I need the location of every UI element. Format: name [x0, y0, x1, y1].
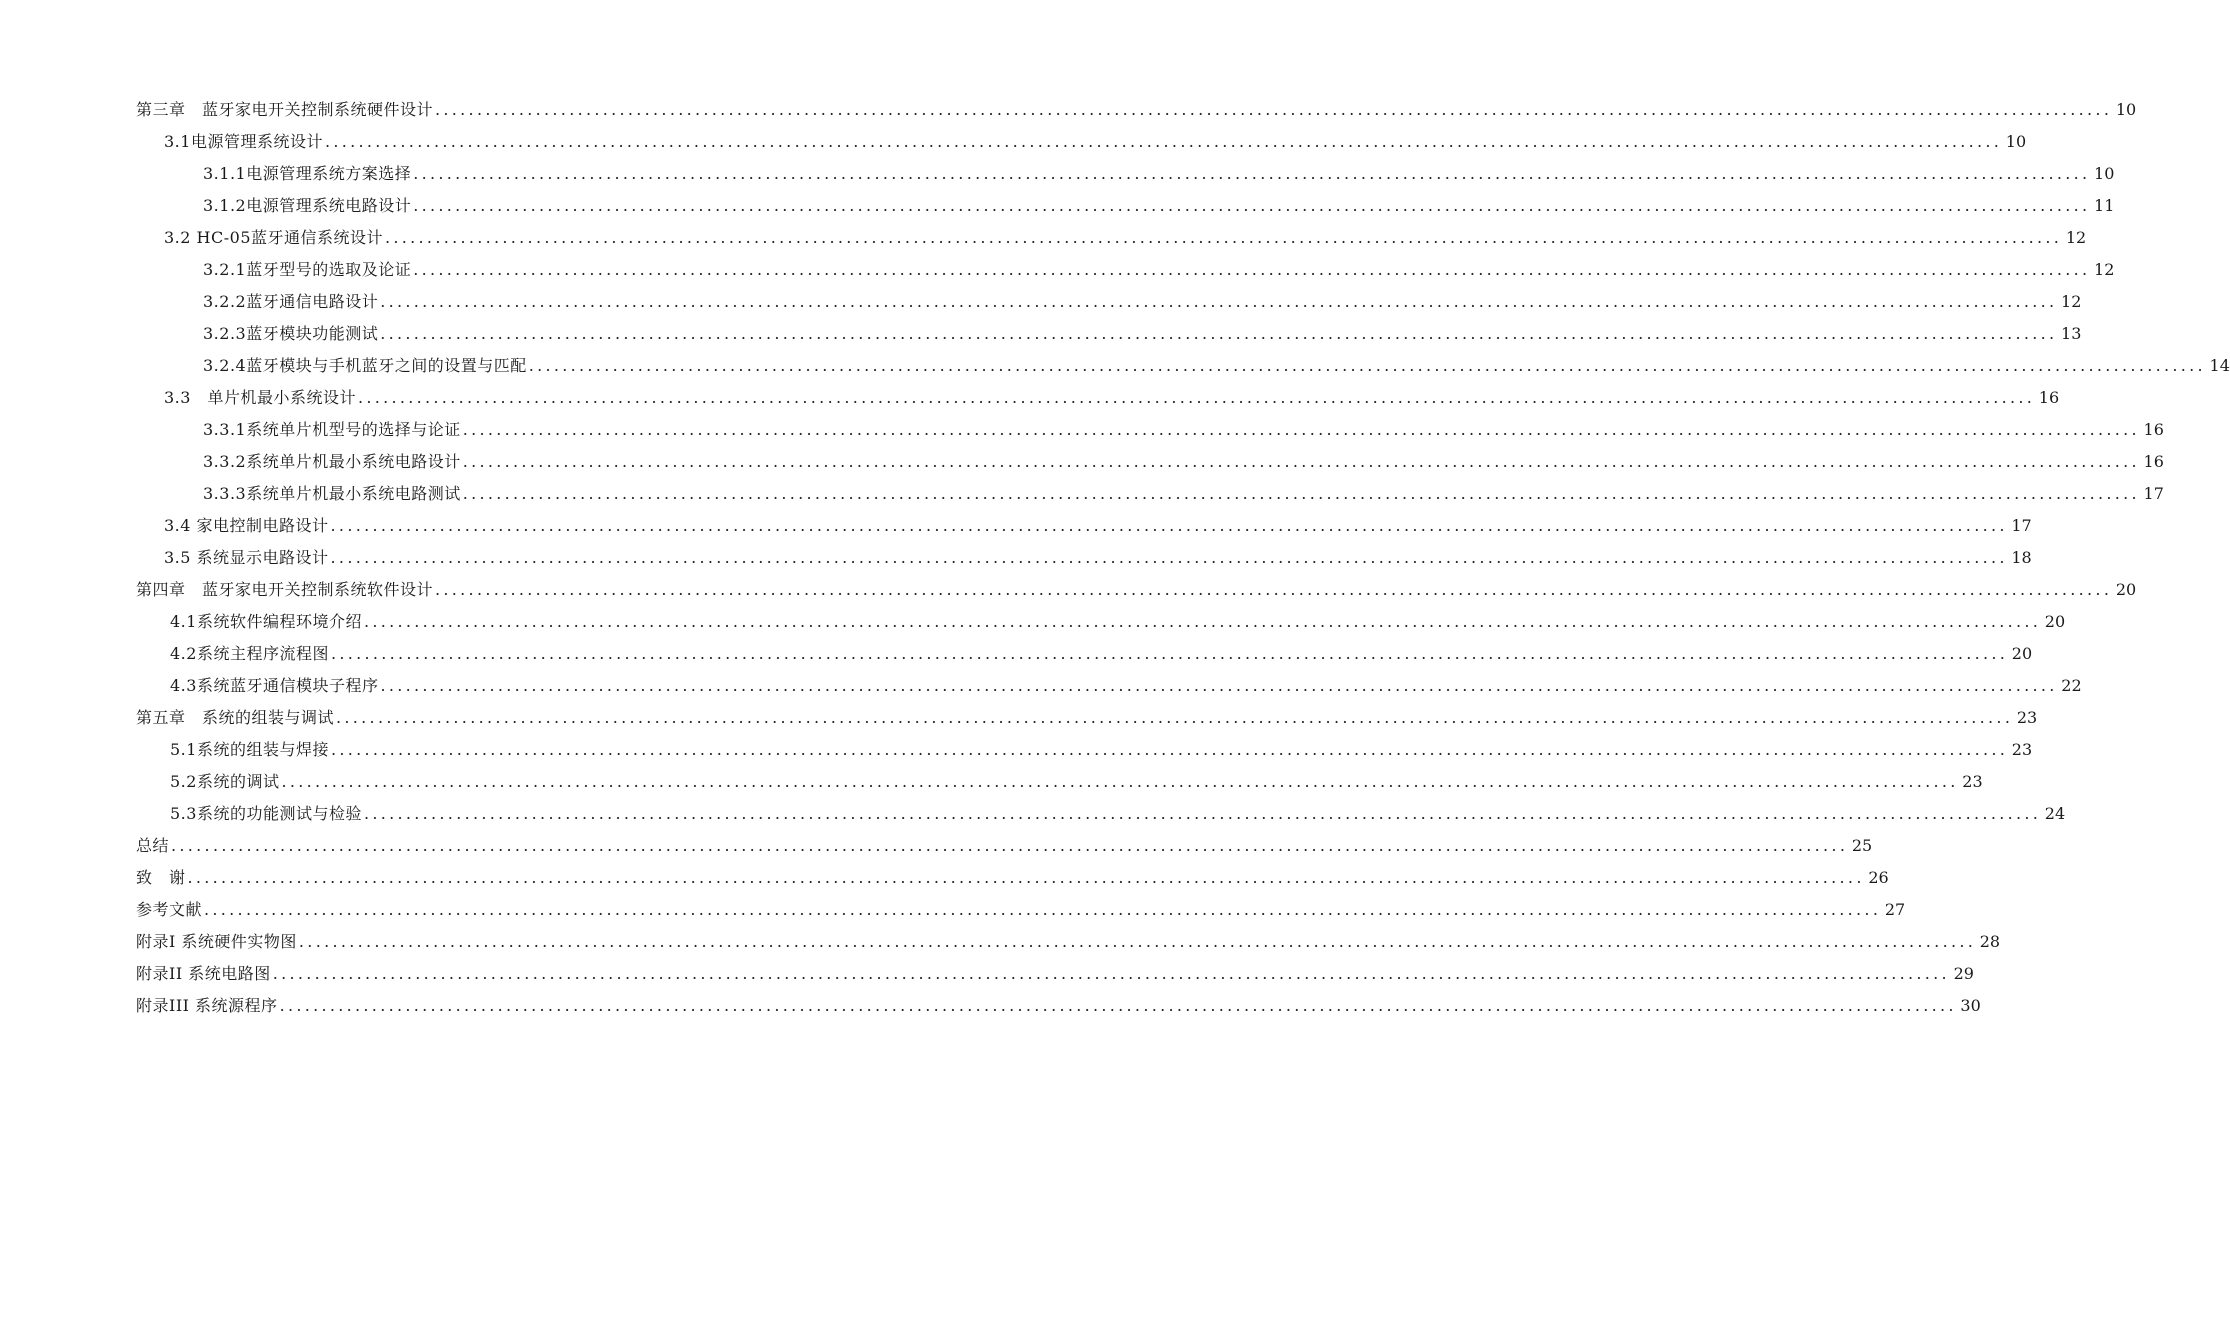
- toc-entry-page-number: 23: [2016, 708, 2038, 727]
- dot-leader: ........................................................................................................................................................................................................: [380, 324, 2058, 343]
- toc-entry-title: 附录II 系统电路图: [136, 964, 271, 983]
- toc-entry-page-number: 16: [2038, 388, 2060, 407]
- toc-entry-title: 第四章 蓝牙家电开关控制系统软件设计: [136, 580, 434, 599]
- toc-entry-page-number: 28: [1979, 932, 2001, 951]
- toc-entry-page-number: 29: [1953, 964, 1974, 983]
- toc-entry-title: 4.2系统主程序流程图: [170, 644, 329, 663]
- toc-entry-page-number: 12: [2065, 228, 2087, 247]
- toc-entry-page-number: 17: [2143, 484, 2164, 503]
- dot-leader: ........................................................................................................................................................................................................: [413, 164, 2091, 183]
- toc-entry[interactable]: [136, 926, 2001, 958]
- dot-leader: ........................................................................................................................................................................................................: [380, 292, 2058, 311]
- dot-leader: ........................................................................................................................................................................................................: [435, 580, 2113, 599]
- toc-entry-title: 第三章 蓝牙家电开关控制系统硬件设计: [136, 100, 434, 119]
- toc-entry-page-number: 25: [1851, 836, 1873, 855]
- toc-entry-title: 3.2.4蓝牙模块与手机蓝牙之间的设置与匹配: [203, 356, 527, 375]
- dot-leader: ........................................................................................................................................................................................................: [357, 388, 2036, 407]
- dot-leader: ........................................................................................................................................................................................................: [385, 228, 2063, 247]
- toc-entry-title: 3.1.2电源管理系统电路设计: [203, 196, 412, 215]
- toc-entry-title: 3.3 单片机最小系统设计: [164, 388, 356, 407]
- toc-entry[interactable]: [203, 350, 2230, 382]
- dot-leader: ........................................................................................................................................................................................................: [330, 548, 2008, 567]
- dot-leader: ........................................................................................................................................................................................................: [171, 836, 1849, 855]
- toc-entry-page-number: 24: [2044, 804, 2066, 823]
- toc-entry-page-number: 30: [1960, 996, 1981, 1015]
- toc-entry[interactable]: [136, 958, 1974, 990]
- dot-leader: ........................................................................................................................................................................................................: [413, 260, 2091, 279]
- toc-entry-title: 5.2系统的调试: [170, 772, 280, 791]
- toc-entry-page-number: 13: [2061, 324, 2082, 343]
- toc-entry-title: 3.2.2蓝牙通信电路设计: [203, 292, 379, 311]
- toc-entry-page-number: 22: [2061, 676, 2082, 695]
- dot-leader: ........................................................................................................................................................................................................: [363, 612, 2042, 631]
- dot-leader: ........................................................................................................................................................................................................: [462, 484, 2140, 503]
- dot-leader: ........................................................................................................................................................................................................: [462, 452, 2140, 471]
- toc-entry-page-number: 12: [2094, 260, 2115, 279]
- toc-entry-title: 附录I 系统硬件实物图: [136, 932, 297, 951]
- dot-leader: ........................................................................................................................................................................................................: [204, 900, 1882, 919]
- toc-entry-page-number: 10: [2005, 132, 2027, 151]
- toc-entry-page-number: 17: [2011, 516, 2032, 535]
- toc-entry-title: 3.1.1电源管理系统方案选择: [203, 164, 412, 183]
- dot-leader: ........................................................................................................................................................................................................: [435, 100, 2113, 119]
- toc-entry[interactable]: [164, 222, 2087, 254]
- toc-entry-page-number: 20: [2044, 612, 2066, 631]
- toc-entry-title: 3.2.3蓝牙模块功能测试: [203, 324, 379, 343]
- toc-entry-title: 附录III 系统源程序: [136, 996, 278, 1015]
- dot-leader: ........................................................................................................................................................................................................: [298, 932, 1977, 951]
- toc-entry-title: 3.5 系统显示电路设计: [164, 548, 329, 567]
- toc-entry[interactable]: [203, 158, 2115, 190]
- dot-leader: ........................................................................................................................................................................................................: [272, 964, 1950, 983]
- toc-entry[interactable]: [136, 574, 2137, 606]
- dot-leader: ........................................................................................................................................................................................................: [330, 644, 2009, 663]
- toc-entry-title: 4.1系统软件编程环境介绍: [170, 612, 362, 631]
- toc-entry-page-number: 12: [2061, 292, 2082, 311]
- toc-entry[interactable]: [170, 734, 2033, 766]
- toc-entry[interactable]: [170, 798, 2066, 830]
- toc-entry-title: 5.3系统的功能测试与检验: [170, 804, 362, 823]
- toc-entry[interactable]: [136, 894, 1906, 926]
- toc-entry-page-number: 10: [2115, 100, 2137, 119]
- toc-entry-title: 5.1系统的组装与焊接: [170, 740, 329, 759]
- toc-entry-page-number: 26: [1868, 868, 1889, 887]
- toc-entry[interactable]: [136, 702, 2038, 734]
- toc-entry[interactable]: [203, 254, 2115, 286]
- toc-entry[interactable]: [203, 190, 2115, 222]
- toc-entry-title: 3.3.1系统单片机型号的选择与论证: [203, 420, 461, 439]
- toc-entry-title: 致 谢: [136, 868, 186, 887]
- toc-entry[interactable]: [170, 638, 2033, 670]
- toc-entry-page-number: 14: [2209, 356, 2230, 375]
- toc-entry-page-number: 23: [2011, 740, 2033, 759]
- dot-leader: ........................................................................................................................................................................................................: [330, 516, 2008, 535]
- dot-leader: ........................................................................................................................................................................................................: [279, 996, 1957, 1015]
- dot-leader: ........................................................................................................................................................................................................: [363, 804, 2042, 823]
- toc-entry-page-number: 10: [2094, 164, 2115, 183]
- toc-entry[interactable]: [203, 414, 2164, 446]
- toc-entry[interactable]: [136, 990, 1981, 1022]
- toc-entry-title: 3.1电源管理系统设计: [164, 132, 323, 151]
- toc-entry[interactable]: [170, 606, 2066, 638]
- toc-entry-title: 参考文献: [136, 900, 203, 919]
- toc-entry-page-number: 20: [2011, 644, 2033, 663]
- table-of-contents: [0, 94, 2230, 1022]
- toc-entry-title: 4.3系统蓝牙通信模块子程序: [170, 676, 379, 695]
- dot-leader: ........................................................................................................................................................................................................: [413, 196, 2091, 215]
- toc-entry-title: 3.3.3系统单片机最小系统电路测试: [203, 484, 461, 503]
- toc-entry-title: 3.4 家电控制电路设计: [164, 516, 329, 535]
- dot-leader: ........................................................................................................................................................................................................: [336, 708, 2014, 727]
- toc-entry[interactable]: [164, 542, 2032, 574]
- toc-entry-page-number: 18: [2011, 548, 2032, 567]
- toc-entry-page-number: 27: [1884, 900, 1906, 919]
- toc-entry-title: 3.2 HC-05蓝牙通信系统设计: [164, 228, 383, 247]
- toc-entry-page-number: 11: [2094, 196, 2115, 215]
- toc-entry[interactable]: [203, 286, 2082, 318]
- toc-entry-page-number: 23: [1962, 772, 1983, 791]
- dot-leader: ........................................................................................................................................................................................................: [330, 740, 2009, 759]
- toc-entry-title: 第五章 系统的组装与调试: [136, 708, 335, 727]
- toc-entry[interactable]: [203, 318, 2082, 350]
- dot-leader: ........................................................................................................................................................................................................: [281, 772, 1959, 791]
- toc-entry-page-number: 20: [2115, 580, 2137, 599]
- dot-leader: ........................................................................................................................................................................................................: [528, 356, 2206, 375]
- toc-entry-title: 3.3.2系统单片机最小系统电路设计: [203, 452, 461, 471]
- toc-entry[interactable]: [170, 670, 2082, 702]
- toc-entry[interactable]: [164, 126, 2027, 158]
- dot-leader: ........................................................................................................................................................................................................: [324, 132, 2003, 151]
- toc-entry[interactable]: [203, 446, 2164, 478]
- toc-entry[interactable]: [164, 382, 2060, 414]
- toc-entry[interactable]: [136, 830, 1873, 862]
- dot-leader: ........................................................................................................................................................................................................: [462, 420, 2140, 439]
- toc-entry[interactable]: [136, 862, 1889, 894]
- toc-entry-page-number: 16: [2143, 452, 2164, 471]
- toc-entry[interactable]: [136, 94, 2137, 126]
- toc-entry[interactable]: [170, 766, 1983, 798]
- toc-entry-page-number: 16: [2143, 420, 2164, 439]
- toc-entry-title: 总结: [136, 836, 170, 855]
- toc-entry-title: 3.2.1蓝牙型号的选取及论证: [203, 260, 412, 279]
- toc-entry[interactable]: [164, 510, 2032, 542]
- dot-leader: ........................................................................................................................................................................................................: [187, 868, 1865, 887]
- dot-leader: ........................................................................................................................................................................................................: [380, 676, 2058, 695]
- toc-entry[interactable]: [203, 478, 2164, 510]
